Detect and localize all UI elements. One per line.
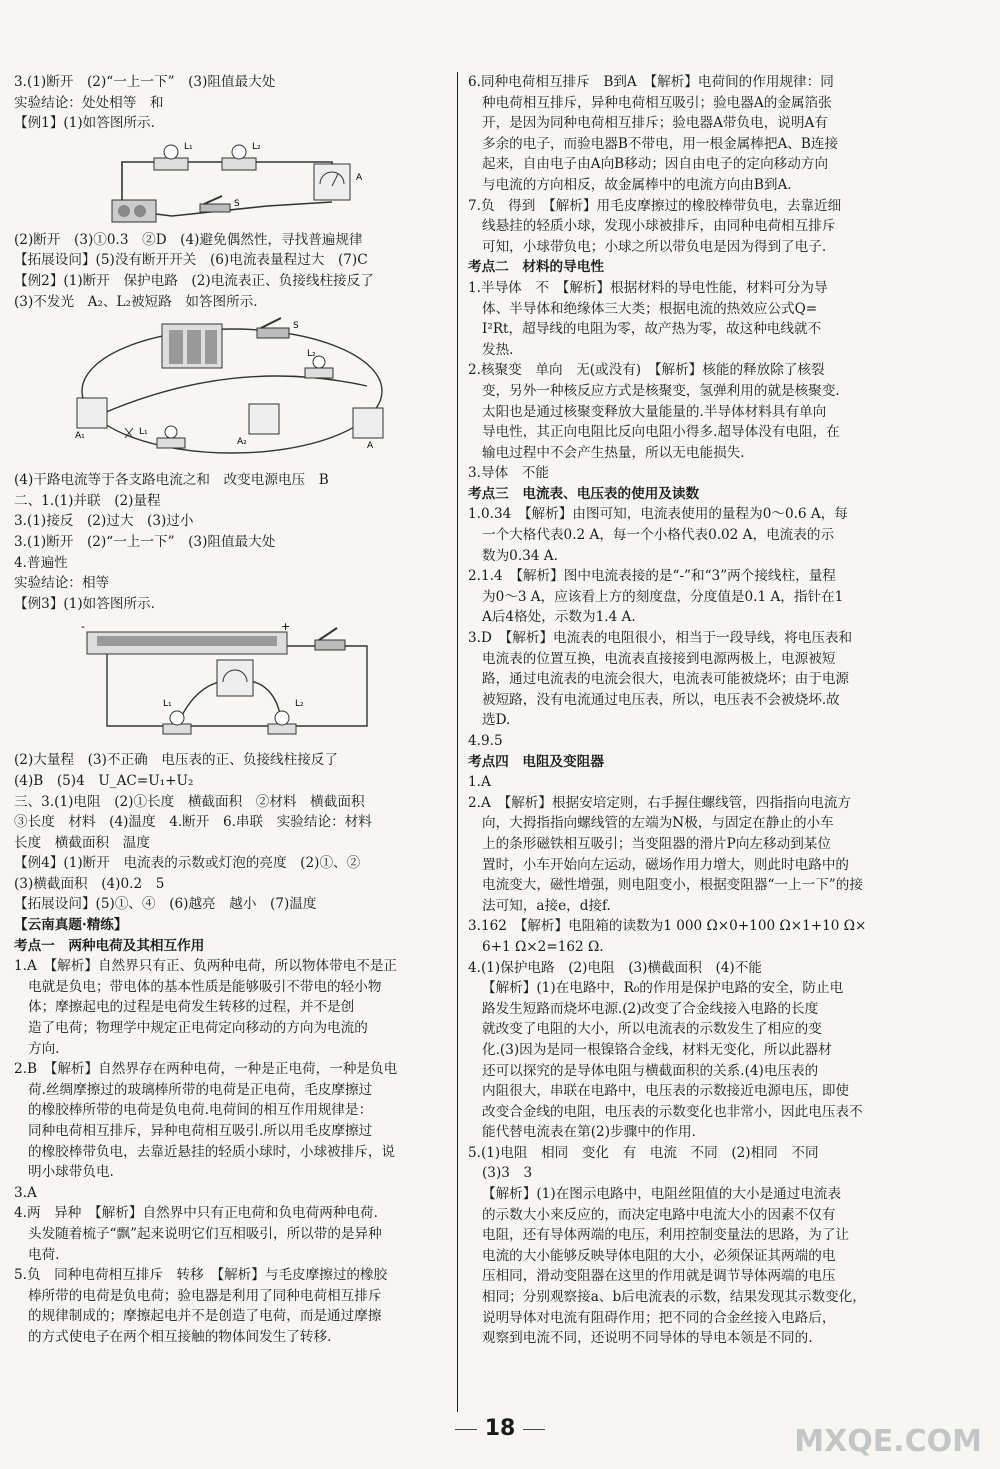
answer-line: 4.普遍性 (14, 554, 68, 571)
answer-line: 输电过程中不会产生热量，所以无电能损失. (482, 444, 745, 461)
answer-line: A后4格处，示数为1.4 A. (482, 609, 636, 626)
answer-line: 电流变大，磁性增强，则电阻变小，根据变阻器“一上一下”的接 (482, 877, 863, 894)
answer-line: 同种电荷相互排斥，异种电荷相互吸引.所以用毛皮摩擦过 (28, 1123, 373, 1139)
answer-line: 三、3.(1)电阻 (2)①长度 横截面积 ②材料 横截面积 (14, 793, 365, 810)
answer-line: 路，通过电流表的电流会很大，电流表可能被烧坏；由于电源 (482, 671, 850, 688)
lamp-base-l2 (305, 368, 333, 378)
answer-line: 4.两 异种 【解析】自然界中只有正电荷和负电荷两种电荷. (14, 1205, 378, 1222)
answer-line: 内阻很大，串联在电路中，电压表的示数接近电源电压，即使 (482, 1083, 850, 1100)
answer-line: (4)干路电流等于各支路电流之和 改变电源电压 B (14, 472, 329, 489)
answer-line: 种电荷相互排斥，异种电荷相互吸引；验电器A的金属箔张 (482, 94, 832, 111)
answer-line: 改变合金线的电阻，电压表的示数变化也非常小，因此电压表不 (482, 1103, 863, 1120)
answer-line: 电流表的位置互换，电流表直接接到电源两极上，电源被短 (482, 650, 836, 667)
answer-line: 的示数大小来反应的，而决定电路中电流大小的因素不仅有 (482, 1206, 836, 1223)
lamp-l1 (170, 711, 184, 725)
answer-line: 实验结论：相等 (14, 575, 110, 592)
ammeter (314, 164, 350, 200)
lamp-l2 (275, 711, 289, 725)
answer-block-right (468, 72, 888, 1349)
answer-line: 电阻，还有导体两端的电压，利用控制变量法的思路，为了让 (482, 1227, 850, 1244)
answer-line: 太阳也是通过核聚变释放大量能量的.半导体材料具有单向 (482, 403, 827, 420)
answer-line: 体；摩擦起电的过程是电荷发生转移的过程，并不是创 (28, 999, 355, 1016)
answer-line: I²Rt，超导线的电阻为零，故产热为零，故这种电线就不 (482, 321, 822, 338)
answer-line: 【例4】(1)断开 电流表的示数或灯泡的亮度 (2)①、② (14, 855, 361, 872)
answer-line: 3.(1)断开 (2)“一上一下” (3)阻值最大处 (14, 74, 276, 90)
answer-line: (3)横截面积 (4)0.2 5 (14, 875, 165, 892)
fig2-label-l2: L₂ (307, 349, 316, 360)
fig1-label-a: A (356, 172, 363, 183)
answer-line: 棒所带的电荷是负电荷；验电器是利用了同种电荷相互排斥 (28, 1287, 382, 1304)
answer-line: 【例2】(1)断开 保护电路 (2)电流表正、负接线柱接反了 (14, 272, 374, 289)
answer-block-c (14, 470, 450, 614)
fig2-label-a2: A₂ (237, 437, 247, 448)
watermark-logo: MXQE.COM (794, 1424, 982, 1459)
section-heading: 考点二 材料的导电性 (468, 259, 604, 276)
answer-line: 的橡胶棒带负电，去靠近悬挂的轻质小球时，小球被排斥，说 (28, 1143, 396, 1160)
answer-line: 法可知，a接e，d接f. (482, 897, 611, 914)
answer-line: 荷.丝绸摩擦过的玻璃棒所带的电荷是正电荷，毛皮摩擦过 (28, 1081, 373, 1098)
answer-line: 路发生短路而烧坏电源.(2)改变了合金线接入电路的长度 (482, 1000, 819, 1017)
answer-line: 一个大格代表0.2 A，每一个小格代表0.02 A，电流表的示 (482, 527, 835, 544)
answer-line: 明小球带负电. (28, 1164, 114, 1181)
voltmeter (217, 660, 253, 696)
figure-series-circuit (14, 140, 450, 226)
answer-line: 多余的电子，而验电器B不带电，用一根金属棒把A、B连接 (482, 135, 839, 152)
answer-block-b (14, 230, 450, 312)
answer-line: 被短路，没有电流通过电压表，所以，电压表不会被烧坏.故 (482, 691, 840, 708)
answer-line: 实验结论：处处相等 和 (14, 94, 164, 111)
switch (315, 640, 345, 650)
lamp-base-l1 (157, 438, 185, 448)
answer-line: 【例3】(1)如答图所示. (14, 595, 155, 612)
section-heading: 考点四 电阻及变阻器 (468, 753, 604, 770)
answer-line: 的橡胶棒所带的电荷是负电荷.电荷间的相互作用规律是： (28, 1102, 373, 1119)
switch (200, 204, 230, 212)
answer-line: 电就是负电；带电体的基本性质是能够吸引不带电的轻小物 (28, 978, 382, 995)
answer-line: 造了电荷；物理学中规定正电荷定向移动的方向为电流的 (28, 1020, 368, 1037)
section-heading: 考点一 两种电荷及其相互作用 (14, 937, 205, 954)
answer-line: 【拓展设问】(5)没有断开开关 (6)电流表量程过大 (7)C (14, 252, 368, 269)
answer-line: 的规律制成的；摩擦起电并不是创造了电荷，而是通过摩擦 (28, 1308, 382, 1325)
answer-line: 头发随着梳子“飘”起来说明它们互相吸引，所以带的是异种 (28, 1225, 382, 1242)
lamp-l2 (232, 145, 246, 159)
answer-line: 数为0.34 A. (482, 547, 558, 564)
answer-line: 6+1 Ω×2=162 Ω. (482, 938, 604, 955)
answer-block-a (14, 72, 450, 134)
answer-line: 3.D 【解析】电流表的电阻很小，相当于一段导线，将电压表和 (468, 630, 853, 647)
answer-line: 5.(1)电阻 相同 变化 有 电流 不同 (2)相同 不同 (468, 1144, 819, 1161)
answer-line: 置时，小车开始向左运动，磁场作用力增大，则此时电路中的 (482, 856, 850, 873)
answer-line: ③长度 材料 (4)温度 4.断开 6.串联 实验结论：材料 (14, 814, 372, 831)
answer-line: 【解析】(1)在电路中，R₀的作用是保护电路的安全，防止电 (482, 980, 844, 997)
answer-line: 3.导体 不能 (468, 465, 549, 482)
answer-line: 2.A 【解析】根据安培定则，右手握住螺线管，四指指向电流方 (468, 794, 852, 811)
left-column (14, 72, 450, 1348)
fig2-label-s: S (293, 321, 299, 332)
figure-parallel-circuit (14, 316, 450, 466)
answer-line: (2)断开 (3)①0.3 ②D (4)避免偶然性，寻找普遍规律 (14, 231, 363, 248)
answer-line: 3.162 【解析】电阻箱的读数为1 000 Ω×0+100 Ω×1+10 Ω× (468, 918, 867, 935)
lamp-base-l2 (222, 158, 256, 170)
fig3-label-l1: L₁ (163, 699, 172, 710)
answer-line: 5.负 同种电荷相互排斥 转移 【解析】与毛皮摩擦过的橡胶 (14, 1267, 388, 1284)
answer-line: 【拓展设问】(5)①、④ (6)越亮 越小 (7)温度 (14, 896, 317, 913)
lamp-l1 (165, 426, 177, 438)
answer-line: 还可以探究的是导体电阻与横截面积的关系.(4)电压表的 (482, 1062, 819, 1079)
fig2-label-l1: L₁ (139, 427, 148, 438)
answer-line: 3.(1)接反 (2)过大 (3)过小 (14, 513, 194, 530)
answer-line: 相同；分别观察接a、b后电流表的示数，结果发现其示数变化， (482, 1289, 866, 1306)
answer-line: 变，另外一种核反应方式是核聚变，氢弹利用的就是核聚变. (482, 382, 840, 399)
fig2-label-a: A (367, 441, 374, 452)
answer-line: 3.(1)断开 (2)“一上一下” (3)阻值最大处 (14, 533, 276, 550)
fig3-label-minus: - (81, 620, 85, 634)
answer-line: 长度 横截面积 温度 (14, 834, 150, 851)
answer-line: 可知，小球带负电；小球之所以带负电是因为得到了电子. (482, 238, 827, 255)
answer-line: 【例1】(1)如答图所示. (14, 115, 155, 132)
answer-line: 上的条形磁铁相互吸引；当变阻器的滑片P向左移动到某位 (482, 835, 831, 852)
answer-line: 二、1.(1)并联 (2)量程 (14, 492, 161, 509)
fig3-label-l2: L₂ (295, 699, 304, 710)
answer-line: 与电流的方向相反，故金属棒中的电流方向由B到A. (482, 176, 792, 193)
answer-line: 3.A (14, 1184, 37, 1201)
answer-line: 4.9.5 (468, 733, 503, 749)
section-heading: 考点三 电流表、电压表的使用及读数 (468, 485, 700, 502)
answer-line: 为0～3 A，应该看上方的刻度盘，分度值是0.1 A，指针在1 (482, 588, 844, 605)
ammeter-a2 (249, 404, 279, 434)
answer-line: 1.A (468, 774, 491, 791)
answer-line: 2.B 【解析】自然界存在两种电荷，一种是正电荷，一种是负电 (14, 1061, 398, 1078)
answer-line: 观察到电流不同，还说明不同导体的导电本领是不同的. (482, 1330, 813, 1347)
answer-line: 6.同种电荷相互排斥 B到A 【解析】电荷间的作用规律：同 (468, 74, 834, 90)
answer-line: 1.半导体 不 【解析】根据材料的导电性能，材料可分为导 (468, 279, 828, 296)
answer-block-d (14, 750, 450, 1347)
fig1-label-s: S (234, 198, 240, 209)
answer-line: 选D. (482, 712, 511, 729)
answer-line: 电流的大小能够反映导体电阻的大小，必须保证其两端的电 (482, 1247, 836, 1264)
section-heading: 【云南真题·精练】 (14, 917, 128, 934)
answer-line: 电荷. (28, 1246, 60, 1263)
answer-line: (3)3 3 (482, 1165, 533, 1182)
fig3-label-plus: + (281, 620, 291, 634)
answer-line: 体、半导体和绝缘体三大类；根据电流的热效应公式Q= (482, 300, 818, 317)
answer-line: 的方式使电子在两个相互接触的物体间发生了转移. (28, 1328, 332, 1345)
answer-line: 向，大拇指指向螺线管的左端为N极，与固定在静止的小车 (482, 815, 834, 832)
answer-line: 能代替电流表在第(2)步骤中的作用. (482, 1124, 696, 1141)
lamp-l1 (164, 145, 178, 159)
answer-line: 4.(1)保护电路 (2)电阻 (3)横截面积 (4)不能 (468, 959, 762, 976)
switch (257, 328, 289, 338)
answer-line: (2)大量程 (3)不正确 电压表的正、负接线柱接反了 (14, 752, 338, 769)
answer-line: 【解析】(1)在图示电路中，电阻丝阻值的大小是通过电流表 (482, 1186, 842, 1203)
answer-line: 7.负 得到 【解析】用毛皮摩擦过的橡胶棒带负电，去靠近细 (468, 197, 842, 214)
answer-line: 化.(3)因为是同一根镍铬合金线，材料无变化，所以此器材 (482, 1041, 832, 1058)
answer-line: 说明导体对电流有阻碍作用；把不同的合金丝接入电路后， (482, 1309, 836, 1326)
answer-line: 1.A 【解析】自然界只有正、负两种电荷，所以物体带电不是正 (14, 958, 398, 975)
answer-line: 就改变了电阻的大小，所以电流表的示数发生了相应的变 (482, 1021, 822, 1038)
ammeter-a (353, 408, 383, 438)
answer-line: 压相同，滑动变阻器在这里的作用就是调节导体两端的电压 (482, 1268, 836, 1285)
answer-line: 线悬挂的轻质小球，发现小球被排斥，由同种电荷相互排斥 (482, 218, 836, 235)
page-number: 18 (484, 1416, 516, 1441)
answer-line: 开，是因为同种电荷相互排斥；验电器A带负电，说明A有 (482, 115, 828, 132)
lamp-base-l1 (154, 158, 188, 170)
fig1-label-l1: L₁ (184, 141, 193, 152)
answer-line: 2.1.4 【解析】图中电流表接的是“-”和“3”两个接线柱，量程 (468, 568, 836, 585)
answer-line: 导电性，其正向电阻比反向电阻小得多.超导体没有电阻，在 (482, 424, 840, 441)
answer-line: 起来，自由电子由A向B移动；因自由电子的定向移动方向 (482, 156, 829, 173)
fig2-label-a1: A₁ (75, 431, 85, 442)
answer-line: 1.0.34 【解析】由图可知，电流表使用的量程为0～0.6 A，每 (468, 506, 848, 523)
answer-line: 2.核聚变 单向 无(或没有) 【解析】核能的释放除了核裂 (468, 362, 825, 379)
answer-line: 方向. (28, 1040, 60, 1057)
answer-line: (4)B (5)4 U_AC=U₁+U₂ (14, 772, 194, 789)
figure-series-voltmeter-circuit (14, 618, 450, 746)
column-divider (457, 72, 458, 1412)
right-column (468, 72, 888, 1349)
answer-line: 发热. (482, 341, 514, 358)
answer-line: (3)不发光 A₂、L₂被短路 如答图所示. (14, 293, 258, 310)
ammeter-a1 (77, 398, 107, 428)
fig1-label-l2: L₂ (252, 141, 261, 152)
